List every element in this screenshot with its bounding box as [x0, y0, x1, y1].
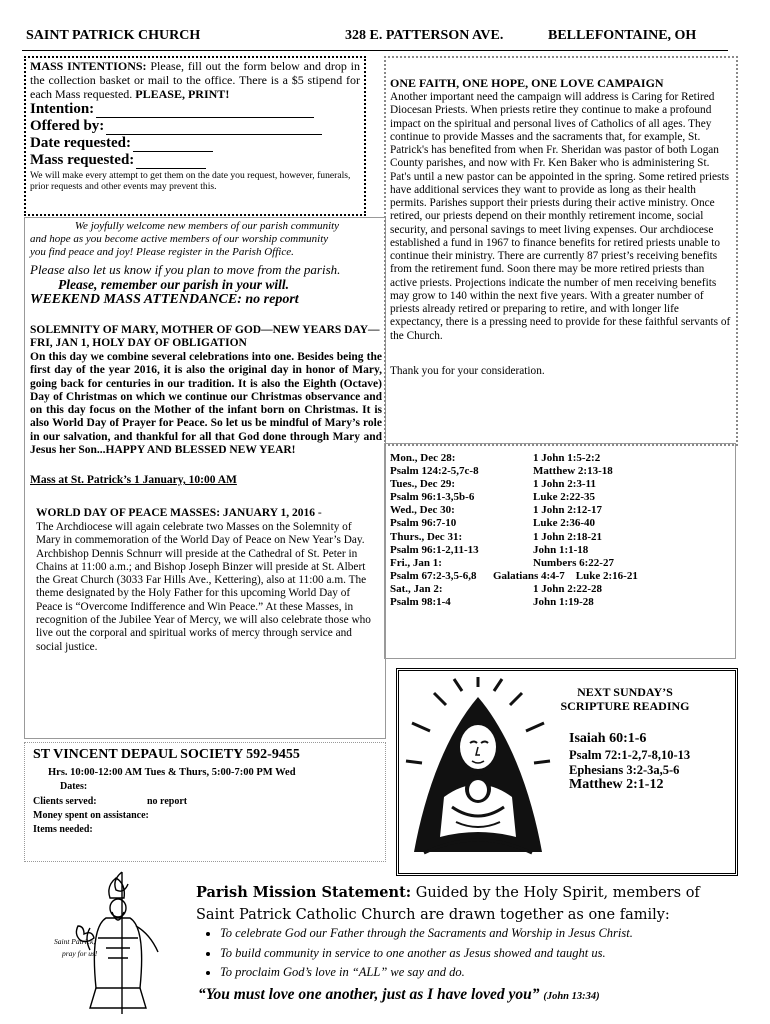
reading-row: Sat., Jan 2: 1 John 2:22-28 [390, 582, 603, 595]
daily-readings [390, 452, 730, 609]
next-sunday-title: NEXT SUNDAY’S SCRIPTURE READING [560, 685, 690, 713]
reading-row: Tues., Dec 29: 1 John 2:3-11 [390, 478, 596, 491]
mass-intentions-box [24, 56, 366, 216]
mission-quote-ref: (John 13:34) [543, 991, 600, 1002]
reading-row: Thurs., Dec 31: 1 John 2:18-21 [390, 530, 603, 543]
mission-quote: “You must love one another, just as I have loved you” (John 13:34) [198, 986, 600, 1003]
svdp-hours: Hrs. 10:00-12:00 AM Tues & Thurs, 5:00-7:00 PM Wed [48, 767, 296, 778]
reading-row: Psalm 67:2-3,5-6,8 Galatians 4:4-7 Luke 2:16-21 [390, 569, 638, 582]
mass-intentions-intro: MASS INTENTIONS: Please, fill out the form below and drop in the collection basket or mail to the office. There is a $5 stipend for each Mass requested. PLEASE, PRINT! [30, 59, 360, 101]
reading-row: Psalm 96:1-2,11-13 John 1:1-18 [390, 543, 589, 556]
mission-list [196, 924, 633, 983]
mission-label: Parish Mission Statement: [196, 884, 412, 901]
next-sunday-reading-1: Isaiah 60:1-6 [569, 731, 647, 746]
svdp-clients-label: Clients served: [33, 796, 97, 807]
saint-patrick-caption: Saint Patrick, [54, 937, 96, 946]
intention-field[interactable]: Intention: [30, 101, 360, 118]
svdp-dates: Dates: [60, 781, 88, 792]
reading-row: Psalm 96:1-3,5b-6 Luke 2:22-35 [390, 491, 596, 504]
reading-row: Psalm 98:1-4 John 1:19-28 [390, 596, 594, 609]
next-sunday-reading-4: Matthew 2:1-12 [569, 777, 664, 792]
please-print: PLEASE, PRINT! [135, 87, 230, 101]
svg-text:pray for us!: pray for us! [62, 949, 98, 958]
mass-intentions-title: MASS INTENTIONS: [30, 59, 147, 73]
header-rule [22, 50, 728, 51]
welcome-block: We joyfully welcome new members of our parish community [74, 220, 340, 232]
solemnity-title: SOLEMNITY OF MARY, MOTHER OF GOD—NEW YEARS DAY—FRI, JAN 1, HOLY DAY OF OBLIGATION [30, 324, 380, 350]
welcome-line: and hope as you become active members of our worship community [30, 233, 329, 245]
campaign-body: Another important need the campaign will address is Caring for Retired Diocesan Priests. When priests retire they continue to make a profound impact on the spiritual and personal lives of Catholics of all ages. They continue to provide Masses and the sacraments that, for example, St. Patrick's has benefited from when Fr. Sheridan was pastor of both Logan County parishes, and now with Fr. Ken Baker who is administering St. Pat's until a new pastor can be appointed in the spring. Some retired priests have additional services they want to provide as long as their health permits. Parishes support their priests during their active ministry. Once retired, our priests depend on their monthly retirement income, social security, and personal savings to meet living expenses. Our archdiocese established a fund in 1967 to finance benefits for retired priests unable to continue their ministry. There are currently 87 priest’s receiving benefits from the retirement fund. Soon there may be more retired priests than active priests. Projections indicate the number of men receiving benefits may grow to 140 within the next five years. With a greater number of priests already retired or preparing to retire, and with longer life expectancy, there is a pressing need to provide for these faithful servants of the Church. [390, 91, 731, 342]
svdp-items: Items needed: [33, 824, 93, 835]
welcome-line: you find peace and joy! Please register in the Parish Office. [30, 245, 294, 258]
mission-item: • To build community in service to one another as Jesus showed and taught us. [220, 944, 633, 964]
peace-body: The Archdiocese will again celebrate two Masses on the Solemnity of Mary in commemoration of the World Day of Peace on New Year’s Day. Archbishop Dennis Schnurr will preside at the Cathedral of St. Peter in Chains at 11:00 a.m.; and Bishop Joseph Binzer will preside at St. Albert the Great Church (3033 Far Hills Ave., Kettering), also at 11:00 a.m. The theme designated by the Holy Father for this upcoming World Day of Peace is “Overcome Indifference and Win Peace.” At these Masses, in recognition of the Jubilee Year of Mercy, we will also celebrate those who live out the corporal and spiritual works of mercy through service and social justice. [36, 521, 371, 653]
mission-item: • To celebrate God our Father through the Sacraments and Worship in Jesus Christ. [220, 924, 633, 944]
mass-requested-field[interactable]: Mass requested: [30, 152, 360, 169]
campaign-thanks: Thank you for your consideration. [390, 365, 545, 377]
saint-patrick-drawing-icon [50, 868, 170, 1018]
next-sunday-reading-3: Ephesians 3:2-3a,5-6 [569, 763, 680, 777]
offered-by-field[interactable]: Offered by: [30, 118, 360, 135]
reading-row: Fri., Jan 1: Numbers 6:22-27 [390, 556, 614, 569]
reading-row: Wed., Dec 30: 1 John 2:12-17 [390, 504, 603, 517]
reading-row: Mon., Dec 28: 1 John 1:5-2:2 [390, 452, 601, 464]
mission-statement: Parish Mission Statement: Guided by the Holy Spirit, members of Saint Patrick Catholic Church are drawn together as one family: [196, 884, 700, 923]
reading-row: Psalm 96:7-10 Luke 2:36-40 [390, 517, 596, 530]
reading-row: Psalm 124:2-5,7c-8 Matthew 2:13-18 [390, 465, 613, 478]
solemnity-mass-time: Mass at St. Patrick’s 1 January, 10:00 AM [30, 474, 237, 486]
mass-intentions-note: We will make every attempt to get them on the date you request, however, funerals, prior requests and other events may prevent this. [30, 170, 351, 192]
church-name: SAINT PATRICK CHURCH [26, 28, 201, 43]
church-address: 328 E. PATTERSON AVE. [345, 28, 504, 43]
church-city: BELLEFONTAINE, OH [548, 28, 697, 43]
mass-attendance: WEEKEND MASS ATTENDANCE: no report [30, 292, 299, 307]
mission-item: • To proclaim God’s love in “ALL” we say and do. [220, 963, 633, 983]
campaign-title: ONE FAITH, ONE HOPE, ONE LOVE CAMPAIGN [390, 76, 664, 90]
svdp-money: Money spent on assistance: [33, 810, 149, 821]
peace-title: WORLD DAY OF PEACE MASSES: JANUARY 1, 2016 [36, 507, 316, 519]
peace-block: WORLD DAY OF PEACE MASSES: JANUARY 1, 2016 - [36, 507, 322, 519]
next-sunday-reading-2: Psalm 72:1-2,7-8,10-13 [569, 748, 691, 762]
madonna-child-icon [404, 677, 552, 861]
will-notice: Please, remember our parish in your will. [58, 277, 290, 292]
solemnity-body: On this day we combine several celebrations into one. Besides being the first day of the year 2016, it is also the original day in honor of Mary, going back for centuries in our tradition. It is also the Eighth (Octave) Day of Christmas on which we continue our Christmas observance and on this day focus on the Mother of the infant born on Christmas. It is also World Day of Prayer for Peace. So let us be mindful of Mary’s role in our salvation, and thankful for all that God done through Mary and Jesus her Son...HAPPY AND BLESSED NEW YEAR! [30, 351, 382, 457]
date-requested-field[interactable]: Date requested: [30, 135, 360, 152]
svdp-title: ST VINCENT DEPAUL SOCIETY 592-9455 [33, 747, 300, 762]
svdp-clients-value: no report [147, 796, 188, 807]
move-notice: Please also let us know if you plan to move from the parish. [30, 262, 341, 277]
